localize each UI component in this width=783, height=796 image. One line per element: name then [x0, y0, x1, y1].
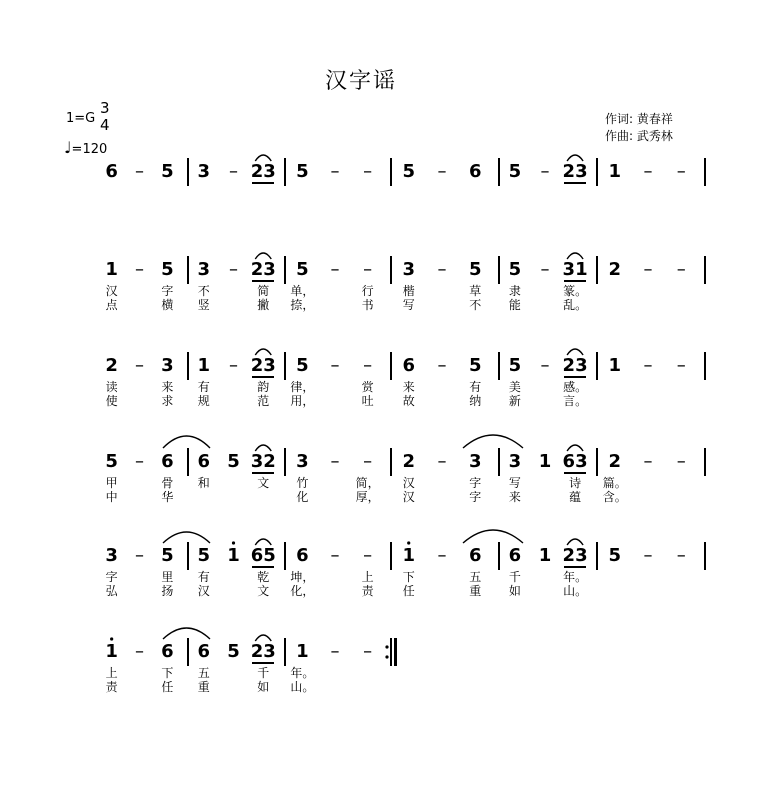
lyric-char: 新 — [508, 394, 521, 408]
note-token: – — [135, 545, 144, 566]
lyric-char: 简 — [257, 284, 270, 298]
slur-arc — [163, 436, 210, 448]
note-token: – — [437, 355, 447, 376]
note-token: 23 — [562, 355, 588, 376]
note-token: 2 — [105, 355, 118, 376]
slur-arc — [255, 155, 271, 161]
note-token: – — [643, 259, 653, 280]
note-token: 5 — [296, 355, 309, 376]
note-token: – — [643, 451, 653, 472]
lyric-char: 字 — [161, 284, 174, 298]
lyric-char: 赏 — [361, 380, 374, 394]
note-token: – — [135, 641, 144, 662]
note-token: 3 — [105, 545, 118, 566]
note-token: 1 — [296, 641, 309, 662]
note-token: 5 — [508, 259, 522, 280]
note-token: 5 — [105, 451, 118, 472]
note-token: 1 — [105, 641, 118, 662]
quarter-note-icon: ♩ — [64, 138, 72, 157]
note-token: 3 — [296, 451, 309, 472]
note-token: 2 — [608, 259, 621, 280]
lyric-char: 上 — [361, 570, 374, 584]
slur-arc — [567, 445, 583, 451]
slur-arc — [567, 539, 583, 545]
note-token: – — [363, 451, 373, 472]
tempo-value: =120 — [71, 142, 108, 157]
note-token: 23 — [250, 161, 276, 182]
lyric-char: 感。 — [563, 380, 588, 394]
lyric-char: 千 — [508, 570, 521, 584]
slur-arc — [567, 253, 583, 259]
lyric-char: 用， — [290, 394, 315, 408]
lyric-char: 任 — [161, 680, 174, 694]
note-token: 5 — [161, 545, 174, 566]
lyric-char: 律， — [290, 380, 315, 394]
lyric-char: 撇 — [257, 298, 270, 312]
lyric-char: 书 — [361, 298, 374, 312]
lyric-char: 坤， — [290, 570, 315, 584]
slur-arc — [255, 253, 271, 259]
slur-arc — [567, 155, 583, 161]
note-token: – — [437, 259, 447, 280]
note-token: – — [330, 161, 340, 182]
lyric-char: 年。 — [290, 666, 315, 680]
lyric-char: 华 — [161, 490, 174, 504]
note-token: 1 — [538, 545, 552, 566]
lyric-char: 篇。 — [602, 476, 627, 490]
note-token: – — [330, 641, 340, 662]
note-token: – — [135, 451, 144, 472]
lyric-char: 行 — [361, 284, 374, 298]
lyric-char: 年。 — [563, 570, 588, 584]
note-token: 23 — [562, 161, 588, 182]
lyric-char: 汉 — [402, 476, 415, 490]
note-token: – — [643, 545, 653, 566]
lyric-char: 来 — [161, 380, 174, 394]
lyric-char: 化， — [290, 584, 315, 598]
note-token: 1 — [538, 451, 552, 472]
lyric-char: 扬 — [161, 584, 174, 598]
note-token: 23 — [562, 545, 588, 566]
slur-arc — [255, 349, 271, 355]
composer-credit: 作曲: 武秀林 — [605, 129, 673, 143]
slur-arc — [463, 530, 523, 543]
note-token: – — [229, 161, 238, 182]
slur-arc — [255, 539, 271, 545]
lyric-char: 不 — [197, 284, 210, 298]
note-token: 65 — [250, 545, 276, 566]
lyric-char: 厚， — [355, 490, 380, 504]
slur-arc — [463, 435, 523, 448]
note-token: 6 — [508, 545, 522, 566]
lyric-char: 文 — [257, 584, 270, 598]
lyric-char: 蕴 — [569, 490, 582, 504]
lyric-char: 写 — [508, 476, 521, 490]
lyric-char: 汉 — [402, 490, 415, 504]
note-token: 23 — [250, 355, 276, 376]
song-title: 汉字谣 — [324, 69, 397, 94]
note-token: 1 — [227, 545, 240, 566]
lyric-char: 甲 — [105, 476, 118, 490]
lyric-char: 重 — [197, 680, 210, 694]
note-token: – — [676, 259, 686, 280]
lyric-char: 和 — [197, 476, 210, 490]
note-token: 1 — [402, 545, 415, 566]
note-token: – — [330, 451, 340, 472]
note-token: 3 — [197, 161, 210, 182]
note-token: – — [540, 259, 550, 280]
lyric-char: 竹 — [296, 476, 309, 490]
lyric-char: 篆。 — [563, 284, 588, 298]
lyric-char: 不 — [469, 298, 482, 312]
lyric-char: 字 — [469, 476, 482, 490]
note-token: 5 — [227, 451, 240, 472]
note-token: – — [676, 355, 686, 376]
lyric-char: 责 — [105, 680, 118, 694]
note-token: 5 — [161, 259, 174, 280]
slur-arc — [567, 349, 583, 355]
lyric-char: 山。 — [290, 680, 315, 694]
lyric-char: 写 — [402, 298, 415, 312]
note-token: – — [676, 451, 686, 472]
note-token: 23 — [250, 641, 276, 662]
note-token: 3 — [469, 451, 482, 472]
lyric-char: 简， — [355, 476, 380, 490]
note-token: 1 — [197, 355, 210, 376]
lyric-char: 有 — [197, 380, 210, 394]
note-token: 63 — [562, 451, 588, 472]
note-token: 1 — [608, 355, 621, 376]
lyric-char: 重 — [469, 584, 482, 598]
lyric-char: 文 — [257, 476, 270, 490]
note-token: – — [330, 355, 340, 376]
lyric-char: 故 — [402, 394, 415, 408]
lyric-char: 言。 — [563, 394, 588, 408]
lyric-char: 如 — [508, 584, 521, 598]
lyric-char: 单， — [290, 284, 315, 298]
note-token: 5 — [469, 355, 482, 376]
lyric-char: 范 — [257, 394, 270, 408]
lyric-char: 化 — [296, 490, 309, 504]
key-signature: 1=G — [66, 111, 96, 126]
note-token: 2 — [608, 451, 621, 472]
lyric-char: 乾 — [257, 570, 270, 584]
lyric-char: 使 — [105, 394, 118, 408]
note-token: 32 — [250, 451, 276, 472]
note-token: 5 — [469, 259, 482, 280]
note-token: – — [437, 545, 447, 566]
time-signature-top: 3 — [100, 99, 110, 117]
lyric-char: 上 — [105, 666, 118, 680]
note-token: – — [363, 259, 373, 280]
note-token: – — [676, 545, 686, 566]
note-token: 6 — [161, 451, 174, 472]
lyric-char: 竖 — [197, 298, 210, 312]
slur-arc — [163, 628, 210, 639]
lyric-char: 美 — [508, 380, 521, 394]
note-token: 5 — [296, 161, 309, 182]
note-token: – — [676, 161, 686, 182]
lyricist-credit: 作词: 黄春祥 — [605, 112, 673, 126]
note-token: 2 — [402, 451, 415, 472]
lyric-char: 责 — [361, 584, 374, 598]
note-token: – — [135, 355, 144, 376]
lyric-char: 有 — [197, 570, 210, 584]
note-token: – — [135, 259, 144, 280]
note-token: 5 — [296, 259, 309, 280]
lyric-char: 吐 — [361, 394, 374, 408]
lyric-char: 来 — [508, 490, 521, 504]
note-token: – — [363, 355, 373, 376]
note-token: 6 — [469, 545, 482, 566]
lyric-char: 下 — [161, 666, 174, 680]
slur-arc — [255, 635, 271, 641]
time-signature-bottom: 4 — [100, 116, 110, 134]
lyric-char: 韵 — [257, 380, 270, 394]
lyric-char: 弘 — [105, 584, 118, 598]
lyric-char: 五 — [469, 570, 482, 584]
note-token: – — [363, 545, 373, 566]
note-token: 1 — [608, 161, 621, 182]
note-token: – — [330, 259, 340, 280]
lyric-char: 能 — [508, 298, 521, 312]
note-token: 6 — [469, 161, 482, 182]
lyric-char: 中 — [105, 490, 118, 504]
note-token: – — [643, 355, 653, 376]
note-token: – — [229, 259, 238, 280]
note-token: 6 — [197, 451, 210, 472]
octave-dot — [110, 637, 113, 640]
lyric-char: 规 — [197, 394, 210, 408]
lyric-char: 捺， — [290, 298, 315, 312]
note-token: 5 — [608, 545, 621, 566]
note-token: 6 — [197, 641, 210, 662]
note-token: – — [363, 161, 373, 182]
lyric-char: 草 — [469, 284, 482, 298]
octave-dot — [385, 655, 388, 658]
lyric-char: 含。 — [602, 490, 627, 504]
lyric-char: 千 — [257, 666, 270, 680]
note-token: 3 — [161, 355, 174, 376]
lyric-char: 纳 — [469, 394, 482, 408]
lyric-char: 山。 — [563, 584, 588, 598]
lyric-char: 五 — [197, 666, 210, 680]
lyric-char: 字 — [469, 490, 482, 504]
lyric-char: 骨 — [161, 476, 174, 490]
lyric-char: 楷 — [402, 284, 415, 298]
lyric-char: 有 — [469, 380, 482, 394]
note-token: 5 — [197, 545, 210, 566]
note-token: 5 — [227, 641, 240, 662]
note-token: 3 — [508, 451, 522, 472]
note-token: 3 — [197, 259, 210, 280]
note-token: 6 — [402, 355, 415, 376]
lyric-char: 隶 — [508, 284, 521, 298]
lyric-char: 里 — [161, 570, 174, 584]
note-token: 5 — [508, 161, 522, 182]
lyric-char: 汉 — [197, 584, 210, 598]
note-token: 5 — [161, 161, 174, 182]
note-token: – — [363, 641, 373, 662]
note-token: – — [643, 161, 653, 182]
lyric-char: 诗 — [569, 476, 582, 490]
octave-dot — [407, 541, 410, 544]
note-token: – — [437, 451, 447, 472]
note-token: – — [437, 161, 447, 182]
lyric-char: 求 — [161, 394, 174, 408]
note-token: 3 — [402, 259, 415, 280]
note-token: 31 — [562, 259, 588, 280]
lyric-char: 汉 — [105, 284, 118, 298]
note-token: 6 — [296, 545, 309, 566]
slur-arc — [255, 445, 271, 451]
note-token: – — [330, 545, 340, 566]
lyric-char: 任 — [402, 584, 415, 598]
octave-dot — [232, 541, 235, 544]
lyric-char: 下 — [402, 570, 415, 584]
octave-dot — [385, 645, 388, 648]
note-token: 5 — [508, 355, 522, 376]
note-token: – — [135, 161, 144, 182]
note-token: 23 — [250, 259, 276, 280]
note-token: 6 — [161, 641, 174, 662]
note-token: 6 — [105, 161, 118, 182]
lyric-char: 横 — [161, 298, 174, 312]
note-token: 1 — [105, 259, 118, 280]
lyric-char: 如 — [257, 680, 270, 694]
note-token: – — [229, 355, 238, 376]
note-token: – — [540, 355, 550, 376]
lyric-char: 读 — [105, 380, 118, 394]
lyric-char: 字 — [105, 570, 118, 584]
lyric-char: 来 — [402, 380, 415, 394]
note-token: – — [540, 161, 550, 182]
note-token: 5 — [402, 161, 415, 182]
lyric-char: 乱。 — [563, 298, 588, 312]
slur-arc — [163, 532, 210, 543]
lyric-char: 点 — [105, 298, 118, 312]
